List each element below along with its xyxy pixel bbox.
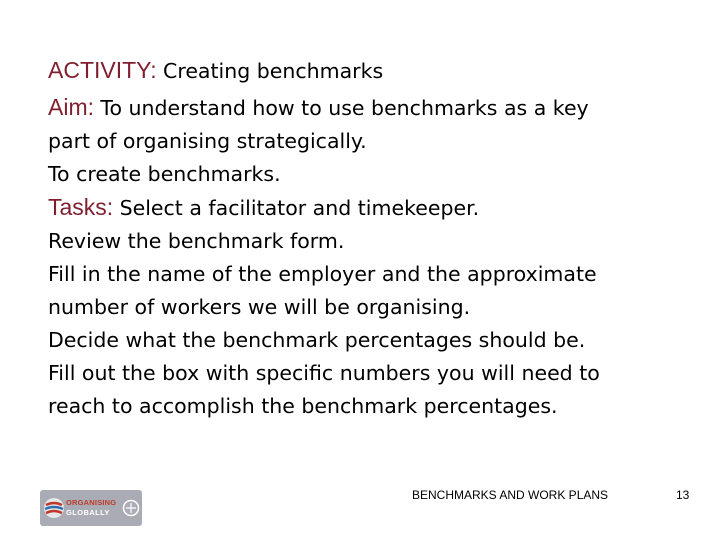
page-number: 13 xyxy=(676,488,690,502)
logo-text-top: ORGANISING xyxy=(66,498,117,507)
aim-line-2: part of organising strategically. xyxy=(48,129,367,153)
task-line: Fill in the name of the employer and the approximate xyxy=(48,262,597,286)
task-line: Decide what the benchmark percentages should be. xyxy=(48,328,586,352)
tasks-text-1: Select a facilitator and timekeeper. xyxy=(119,196,480,220)
activity-text: Creating benchmarks xyxy=(163,59,384,83)
footer-title: BENCHMARKS AND WORK PLANS xyxy=(412,488,609,502)
aim-text-1: To understand how to use benchmarks as a key xyxy=(100,96,589,120)
activity-separator: : xyxy=(150,57,164,83)
aim-heading: Aim xyxy=(48,94,88,120)
activity-heading: ACTIVITY xyxy=(48,57,151,83)
task-line: number of workers we will be organising. xyxy=(48,295,471,319)
task-line: Review the benchmark form. xyxy=(48,229,345,253)
tasks-separator: : xyxy=(106,194,120,220)
task-line: Fill out the box with specific numbers you will need to xyxy=(48,361,600,385)
activity-line xyxy=(48,54,688,88)
aim-line-3: To create benchmarks. xyxy=(48,162,281,186)
logo-text-bottom: GLOBALLY xyxy=(66,508,110,517)
aim-separator: : xyxy=(87,94,101,120)
organising-globally-logo xyxy=(40,490,142,526)
slide-content xyxy=(48,54,688,423)
aim-line-1 xyxy=(48,91,688,125)
tasks-line-1 xyxy=(48,191,688,225)
task-line: reach to accomplish the benchmark percentages. xyxy=(48,394,558,418)
tasks-heading: Tasks xyxy=(48,194,107,220)
